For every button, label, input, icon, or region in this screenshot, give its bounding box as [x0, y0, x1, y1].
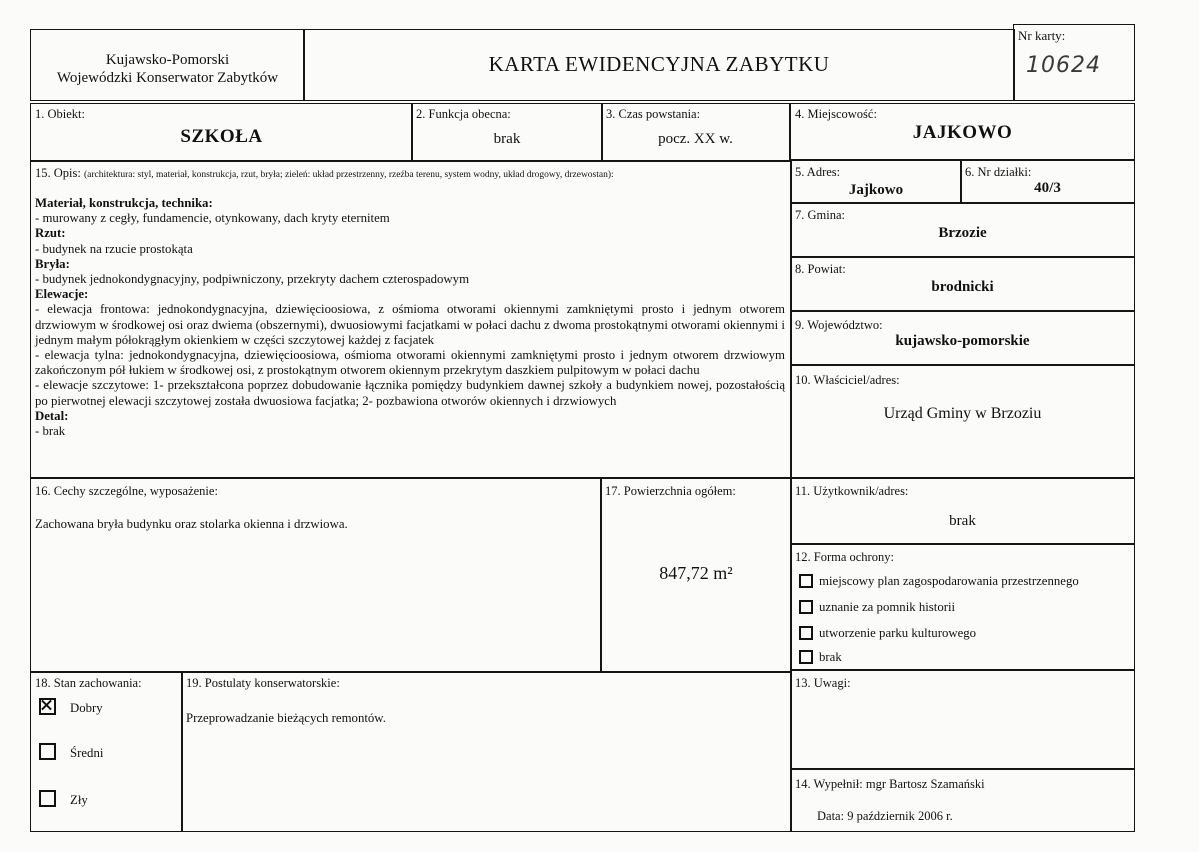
field-address	[790, 159, 962, 204]
field-object-label: 1. Obiekt:	[35, 107, 85, 121]
field-commune	[790, 202, 1135, 258]
field-special-features	[30, 477, 602, 673]
field-total-area	[600, 477, 792, 673]
field-filled-date: Data: 9 październik 2006 r.	[817, 809, 953, 823]
field-voivodeship-label: 9. Województwo:	[795, 318, 883, 332]
field-condition-label: 18. Stan zachowania:	[35, 676, 142, 690]
field-description-label	[35, 166, 614, 182]
field-remarks-label: 13. Uwagi:	[795, 676, 851, 690]
field-creation-time-label: 3. Czas powstania:	[606, 107, 701, 121]
text-elevation-front: - elewacja frontowa: jednokondygnacyjna, dziewięcioosiowa, z ośmioma otworami okiennymi zamkniętymi prosto i jednym otworem drzwiowym w środkowej osi oraz dwiema (obszernymi), dwuosiowymi facjatkami w połaci dachu z dwoma prostokątnymi otworami okiennymi i jednym małym półokrągłym okienkiem w części szczytowej każdej z facjatek	[35, 302, 785, 347]
condition-good-label: Dobry	[70, 701, 103, 715]
title-box	[303, 29, 1015, 101]
field-plot-number-value: 40/3	[1034, 180, 1061, 196]
heritage-record-card	[30, 24, 1135, 832]
option-monument[interactable]	[799, 600, 955, 615]
field-current-function-value: brak	[493, 131, 521, 147]
field-county	[790, 256, 1135, 312]
text-material: - murowany z cegły, fundamencie, otynkowany, dach kryty eternitem	[35, 211, 390, 226]
field-address-value: Jajkowo	[848, 182, 904, 198]
checkbox-icon[interactable]	[799, 650, 813, 664]
condition-average[interactable]	[39, 743, 103, 761]
field-creation-time	[601, 103, 790, 161]
checkbox-icon[interactable]	[799, 574, 813, 588]
page-title: KARTA EWIDENCYJNA ZABYTKU	[488, 52, 830, 76]
option-cultural-park-label: utworzenie parku kulturowego	[819, 626, 977, 640]
field-user	[790, 477, 1135, 545]
heading-massing: Bryła:	[35, 256, 70, 271]
field-county-value: brodnicki	[931, 279, 994, 295]
field-current-function	[411, 103, 603, 161]
field-locality-value: JAJKOWO	[912, 122, 1013, 143]
text-massing: - budynek jednokondygnacyjny, podpiwniczony, przekryty dachem czterospadowym	[35, 272, 470, 287]
field-plot-number	[960, 159, 1135, 204]
field-voivodeship	[790, 310, 1135, 366]
condition-average-label: Średni	[70, 746, 104, 760]
field-county-label: 8. Powiat:	[795, 262, 846, 276]
field-locality-label: 4. Miejscowość:	[795, 107, 877, 121]
option-none-label: brak	[819, 650, 842, 664]
text-elevation-gable: - elewacje szczytowe: 1- przekształcona poprzez dobudowanie łącznika pomiędzy budynkiem dawnej szkoły a budynkiem nowej, pozostałością po pierwotnej elewacji szczytowej została dwuosiowa facjatka; 2- pozbawiona otworów okiennych i drzwiowych	[35, 378, 785, 408]
heading-elevations: Elewacje:	[35, 287, 89, 302]
heading-plan: Rzut:	[35, 226, 66, 241]
heading-detail: Detal:	[35, 408, 69, 423]
field-object	[30, 103, 413, 161]
checkbox-icon[interactable]	[39, 743, 56, 760]
field-remarks	[790, 669, 1135, 770]
field-description	[30, 161, 792, 479]
description-label-main: 15. Opis:	[35, 166, 81, 180]
checked-checkbox-icon[interactable]	[39, 698, 56, 715]
field-creation-time-value: pocz. XX w.	[658, 131, 733, 147]
option-cultural-park[interactable]	[799, 626, 976, 641]
field-conservation-postulates	[181, 671, 792, 832]
field-current-function-label: 2. Funkcja obecna:	[416, 107, 511, 121]
authority-line2: Wojewódzki Konserwator Zabytków	[56, 70, 279, 86]
field-condition	[30, 671, 183, 832]
checkbox-icon[interactable]	[799, 600, 813, 614]
field-commune-label: 7. Gmina:	[795, 208, 845, 222]
description-body	[35, 196, 785, 439]
authority-box	[30, 29, 305, 101]
authority-name	[31, 51, 304, 87]
field-special-features-value: Zachowana bryła budynku oraz stolarka okienna i drzwiowa.	[35, 517, 348, 531]
option-monument-label: uznanie za pomnik historii	[819, 600, 956, 614]
condition-poor-label: Zły	[70, 793, 88, 807]
option-local-plan-label: miejscowy plan zagospodarowania przestrzennego	[819, 574, 1079, 588]
condition-poor[interactable]	[39, 790, 88, 808]
card-number-label: Nr karty:	[1018, 28, 1066, 43]
option-none[interactable]	[799, 650, 842, 665]
field-protection-form	[790, 543, 1135, 671]
field-total-area-value: 847,72 m²	[659, 563, 733, 583]
field-owner	[790, 364, 1135, 479]
card-number-handwritten: 10624	[1026, 53, 1101, 78]
option-local-plan[interactable]	[799, 574, 1079, 589]
field-address-label: 5. Adres:	[795, 165, 841, 179]
text-detail: - brak	[35, 424, 66, 439]
field-commune-value: Brzozie	[938, 225, 987, 241]
field-user-value: brak	[949, 513, 976, 529]
condition-good[interactable]	[39, 698, 103, 716]
field-filled-by	[790, 768, 1135, 832]
checkbox-icon[interactable]	[799, 626, 813, 640]
field-special-features-label: 16. Cechy szczególne, wyposażenie:	[35, 484, 218, 498]
field-total-area-label: 17. Powierzchnia ogółem:	[605, 484, 736, 498]
heading-material: Materiał, konstrukcja, technika:	[35, 196, 213, 210]
field-object-value: SZKOŁA	[180, 126, 263, 147]
card-number-box	[1013, 24, 1135, 101]
field-protection-form-label: 12. Forma ochrony:	[795, 550, 894, 564]
field-voivodeship-value: kujawsko-pomorskie	[895, 333, 1030, 349]
field-user-label: 11. Użytkownik/adres:	[795, 484, 909, 498]
field-plot-number-label: 6. Nr działki:	[965, 165, 1032, 179]
field-locality	[790, 103, 1135, 161]
text-plan: - budynek na rzucie prostokąta	[35, 241, 193, 256]
field-conservation-postulates-label: 19. Postulaty konserwatorskie:	[186, 676, 340, 690]
checkbox-icon[interactable]	[39, 790, 56, 807]
field-conservation-postulates-value: Przeprowadzanie bieżących remontów.	[186, 711, 386, 725]
description-label-note: (architektura: styl, materiał, konstrukcja, rzut, bryła; zieleń: układ przestrzenny, rzeźba terenu, system wodny, układ drogowy, drzewostan):	[83, 170, 614, 180]
text-elevation-rear: - elewacja tylna: jednokondygnacyjna, dziewięcioosiowa, ośmioma otworami okiennymi zamkniętymi prosto i jednym otworem drzwiowym zakończonym pół łukiem w środkowej osi, z prostokątnym otworem okiennym przekrytym daszkiem pulpitowym w połaci dachu	[35, 348, 785, 378]
field-owner-label: 10. Właściciel/adres:	[795, 373, 900, 387]
field-filled-by-label: 14. Wypełnił: mgr Bartosz Szamański	[795, 777, 985, 791]
field-owner-value: Urząd Gminy w Brzoziu	[883, 405, 1042, 422]
authority-line1: Kujawsko-Pomorski	[105, 52, 230, 68]
